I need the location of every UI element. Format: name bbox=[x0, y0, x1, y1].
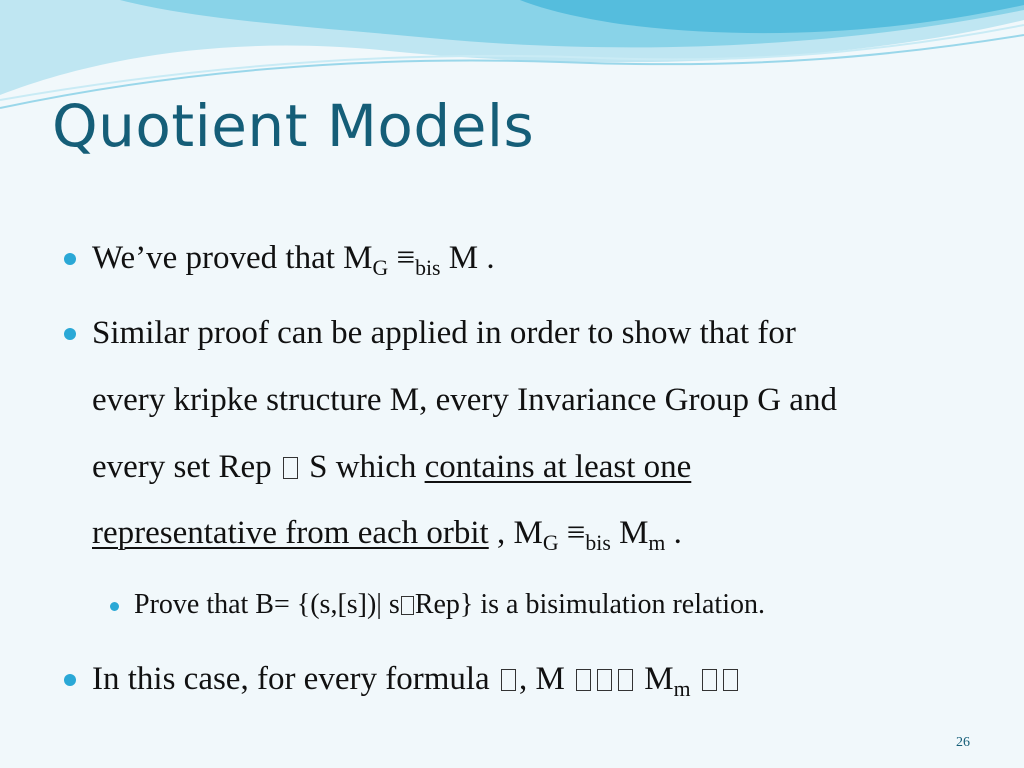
bullet-2-line-2: every kripke structure M, every Invariance Group G and bbox=[92, 382, 837, 418]
missing-glyph-icon bbox=[401, 596, 414, 615]
sub-bullet-1: Prove that B= {(s,[s])| s Rep} is a bisimulation relation. bbox=[134, 589, 765, 620]
bullet-3: In this case, for every formula , M $M_m$ bbox=[92, 661, 741, 698]
missing-glyph-icon bbox=[597, 669, 612, 691]
sub-bullet-dot-icon bbox=[110, 602, 119, 611]
missing-glyph-icon bbox=[501, 669, 516, 691]
bullet-2-line-3: every set Rep S which contains at least one bbox=[92, 449, 692, 485]
page-number: 26 bbox=[956, 735, 970, 750]
bullet-2-line-1: Similar proof can be applied in order to show that for bbox=[92, 315, 796, 351]
bullet-dot-icon bbox=[64, 253, 76, 265]
slide-title: Quotient Models bbox=[52, 92, 535, 160]
missing-glyph-icon bbox=[618, 669, 633, 691]
missing-glyph-icon bbox=[723, 669, 738, 691]
bullet-2-line-4: representative from each orbit , $M_G \equiv_{bis}$ $M_m$ . bbox=[92, 515, 682, 555]
bullet-dot-icon bbox=[64, 328, 76, 340]
missing-glyph-icon bbox=[702, 669, 717, 691]
bullet-1: We’ve proved that $M_G \equiv_{bis}$ M . bbox=[92, 240, 495, 280]
missing-glyph-icon bbox=[576, 669, 591, 691]
bullet-dot-icon bbox=[64, 674, 76, 686]
missing-glyph-icon bbox=[283, 457, 298, 479]
